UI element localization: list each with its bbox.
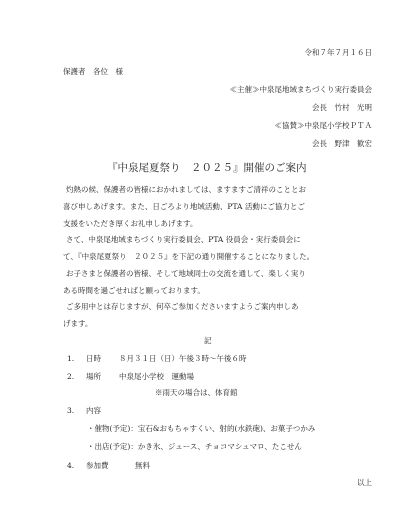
body-line: て、『中泉尾夏祭り ２０２５』を下記の通り開催することになりました。 bbox=[63, 252, 315, 261]
item-number: 3. bbox=[67, 406, 75, 415]
body-line: さて、中泉尾地域まちづくり実行委員会、PTA 役員会・実行委員会に bbox=[66, 235, 301, 244]
item-number: 1. bbox=[67, 354, 75, 363]
cohost-chair: 会長 野津 歓宏 bbox=[312, 139, 372, 148]
item-value: 中泉尾小学校 運動場 bbox=[119, 372, 194, 381]
item-label: 参加費 bbox=[86, 461, 109, 470]
body-line: ご多用中とは存じますが、何卒ご参加くださいますようご案内申しあ bbox=[66, 302, 299, 311]
body-line: お子さまと保護者の皆様、そして地域同士の交流を通して、楽しく実り bbox=[66, 269, 306, 278]
closing-remark: 以上 bbox=[357, 478, 372, 487]
body-line: 喜び申しあげます。また、日ごろより地域活動、PTA 活動にご協力とご bbox=[63, 202, 305, 211]
body-line: 灼熱の候、保護者の皆様におかれましては、ますますご清祥のこととお bbox=[66, 185, 306, 194]
cohost-organization: ≪協賛≫中泉尾小学校ＰＴＡ bbox=[274, 121, 372, 130]
item-label: 内容 bbox=[86, 406, 101, 415]
item-number: 4. bbox=[67, 461, 75, 470]
contents-stalls: ・出店(予定)：かき氷、ジュース、チョコマシュマロ、たこせん bbox=[87, 442, 302, 451]
document-title: 『中泉尾夏祭り ２０２５』開催のご案内 bbox=[107, 162, 307, 174]
host-chair: 会長 竹村 光明 bbox=[312, 103, 372, 112]
date: 令和７年７月１６日 bbox=[304, 48, 372, 57]
item-value: ８月３１日（日）午後３時～午後６時 bbox=[119, 354, 247, 363]
contents-booths: ・催物(予定)：宝石&おもちゃすくい、射的(水鉄砲)、お菓子つかみ bbox=[87, 424, 316, 433]
item-label: 場所 bbox=[86, 372, 101, 381]
body-line: 支援をいただき厚くお礼申しあげます。 bbox=[63, 219, 198, 228]
rain-note: ※雨天の場合は、体育館 bbox=[155, 388, 238, 397]
addressee: 保護者 各位 様 bbox=[63, 67, 123, 76]
ki-heading: 記 bbox=[204, 336, 212, 345]
item-value: 無料 bbox=[135, 461, 150, 470]
item-number: 2. bbox=[67, 372, 75, 381]
body-line: ある時間を過ごせればと願っております。 bbox=[63, 286, 205, 295]
host-organization: ≪主催≫中泉尾地域まちづくり実行委員会 bbox=[229, 85, 372, 94]
body-line: げます。 bbox=[63, 319, 93, 328]
item-label: 日時 bbox=[86, 354, 101, 363]
